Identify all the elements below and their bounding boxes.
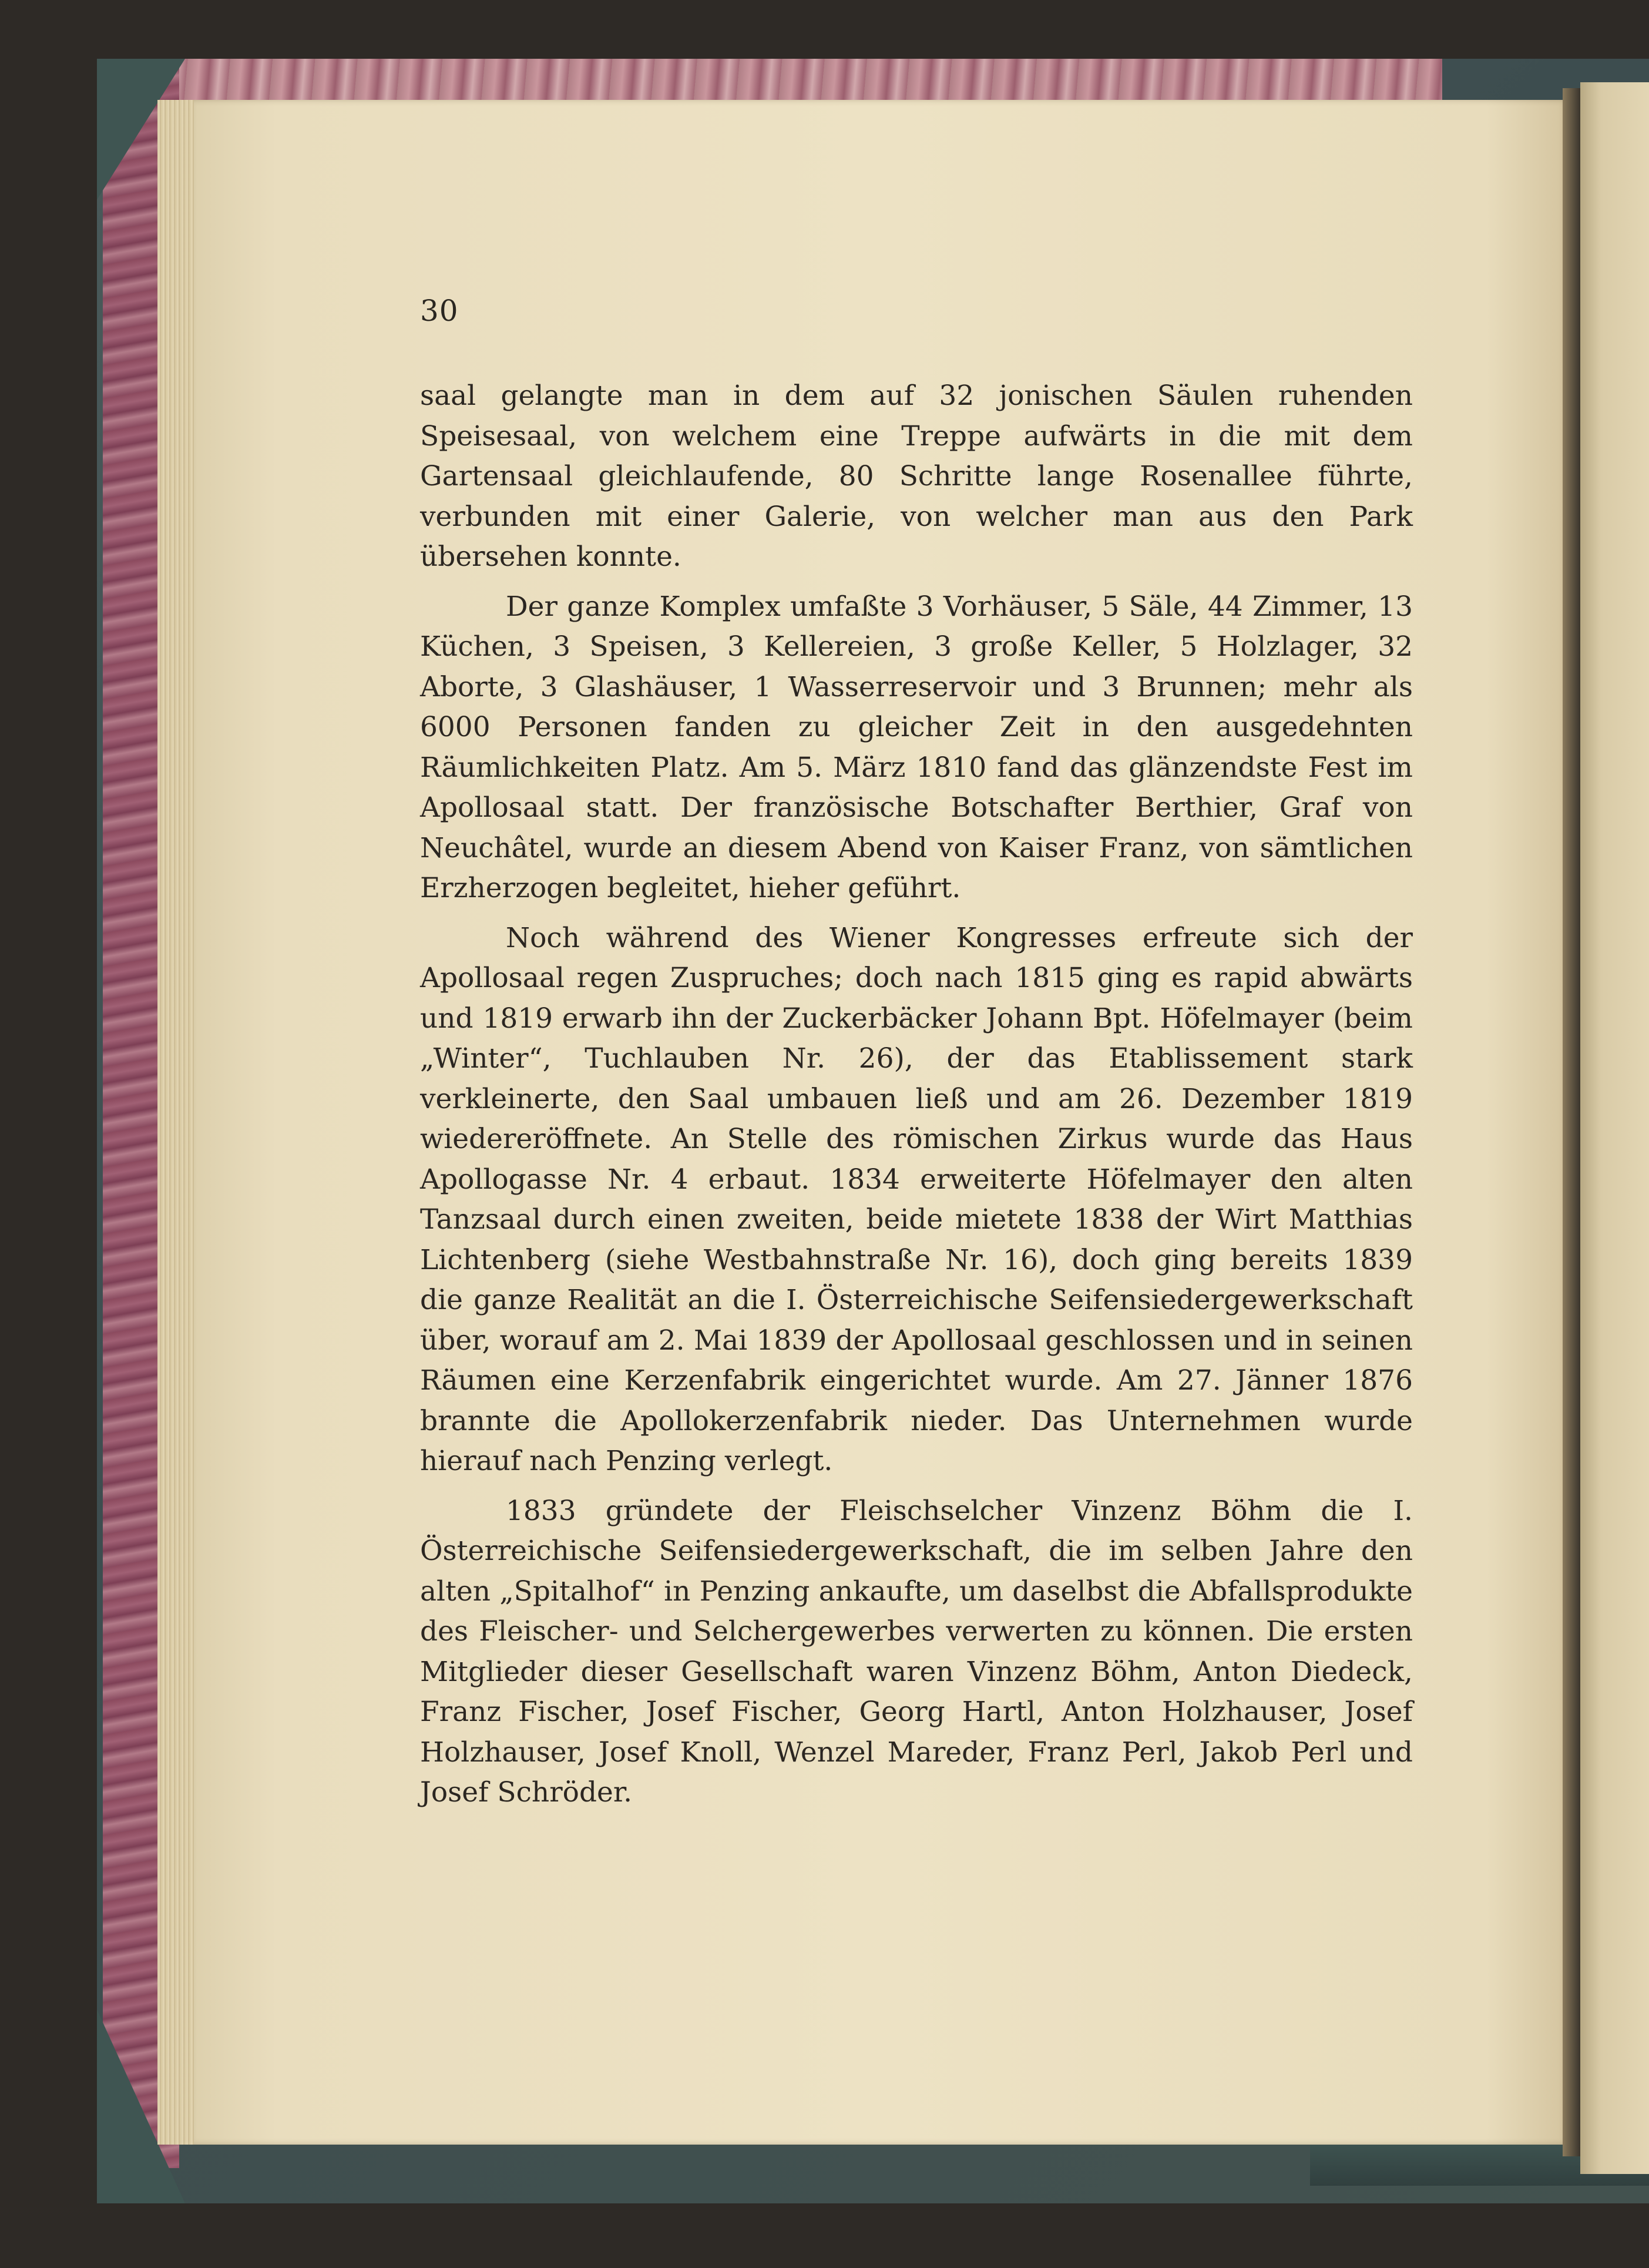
- book-gutter: [1563, 88, 1580, 2156]
- page-number: 30: [420, 294, 459, 328]
- facing-page-edge: [1580, 82, 1649, 2174]
- paragraph: Der ganze Komplex umfaßte 3 Vorhäuser, 5 Säle, 44 Zimmer, 13 Küchen, 3 Speisen, 3 Kellereien, 3 große Keller, 5 Holzlager, 32 Aborte, 3 Glashäuser, 1 Wasserreservoir und 3 Brunnen; mehr als 6000 Personen fanden zu gleicher Zeit in den ausgedehnten Räumlichkeiten Platz. Am 5. März 1810 fand das glänzendste Fest im Apollosaal statt. Der französische Botschafter Berthier, Graf von Neuchâtel, wurde an diesem Abend von Kaiser Franz, von sämtlichen Erzherzogen begleitet, hieher geführt.: [420, 590, 1413, 904]
- paragraph: 1833 gründete der Fleischselcher Vinzenz Böhm die I. Österreichische Seifensiedergewerkschaft, die im selben Jahre den alten „Spitalhof“ in Penzing ankaufte, um daselbst die Abfallsprodukte des Fleischer- und Selchergewerbes verwerten zu können. Die ersten Mitglieder dieser Gesellschaft waren Vinzenz Böhm, Anton Diedeck, Franz Fischer, Josef Fischer, Georg Hartl, Anton Holzhauser, Josef Holzhauser, Josef Knoll, Wenzel Mareder, Franz Perl, Jakob Perl und Josef Schröder.: [420, 1494, 1413, 1809]
- page-text: [420, 376, 1413, 1823]
- paragraph: saal gelangte man in dem auf 32 jonischen Säulen ruhenden Speisesaal, von welchem eine Treppe aufwärts in die mit dem Gartensaal gleichlaufende, 80 Schritte lange Rosenallee führte, verbunden mit einer Galerie, von welcher man aus den Park übersehen konnte.: [420, 380, 1413, 573]
- paragraph: Noch während des Wiener Kongresses erfreute sich der Apollosaal regen Zuspruches; doch nach 1815 ging es rapid abwärts und 1819 erwarb ihn der Zuckerbäcker Johann Bpt. Höfelmayer (beim „Winter“, Tuchlauben Nr. 26), der das Etablissement stark verkleinerte, den Saal umbauen ließ und am 26. Dezember 1819 wiedereröffnete. An Stelle des römischen Zirkus wurde das Haus Apollogasse Nr. 4 erbaut. 1834 erweiterte Höfelmayer den alten Tanzsaal durch einen zweiten, beide mietete 1838 der Wirt Matthias Lichtenberg (siehe Westbahnstraße Nr. 16), doch ging bereits 1839 die ganze Realität an die I. Österreichische Seifensiedergewerkschaft über, worauf am 2. Mai 1839 der Apollosaal geschlossen und in seinen Räumen eine Kerzenfabrik eingerichtet wurde. Am 27. Jänner 1876 brannte die Apollokerzenfabrik nieder. Das Unternehmen wurde hierauf nach Penzing verlegt.: [420, 921, 1413, 1477]
